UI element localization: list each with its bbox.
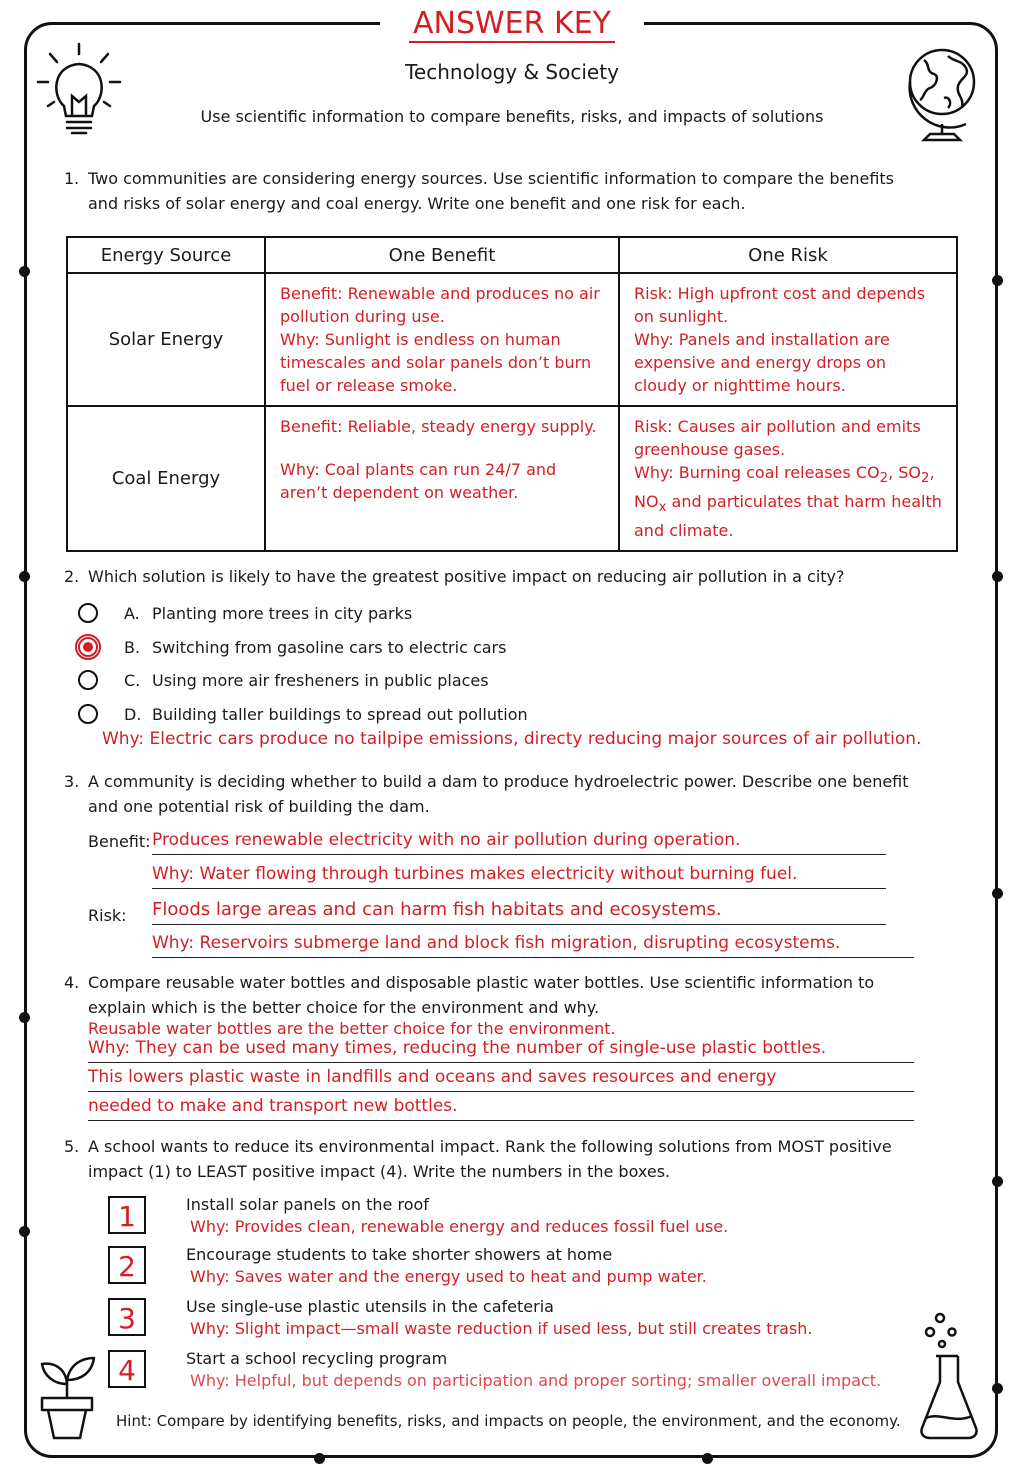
rank-box[interactable]: 2 (108, 1246, 146, 1284)
rank-box[interactable]: 4 (108, 1350, 146, 1388)
energy-source-cell: Solar Energy (67, 273, 265, 406)
dam-risk-answer: Floods large areas and can harm fish habitats and ecosystems. (152, 896, 886, 925)
option-c[interactable]: C. Using more air fresheners in public places (78, 667, 489, 693)
page-subtitle: Use scientific information to compare benefits, risks, and impacts of solutions (200, 107, 824, 126)
option-b[interactable]: B. Switching from gasoline cars to electric cars (78, 634, 506, 660)
q2-explanation: Why: Electric cars produce no tailpipe emissions, directy reducing major sources of air pollution. (102, 729, 922, 749)
page-title: Technology & Society (405, 60, 619, 84)
question-1: 1. Two communities are considering energy sources. Use scientific information to compare the benefits and risks of solar energy and coal energy. Write one benefit and one risk for each. (64, 169, 895, 213)
answer-key-heading: ANSWER KEY (380, 4, 644, 44)
option-d[interactable]: D. Building taller buildings to spread out pollution (78, 701, 528, 727)
light-bulb-icon (34, 40, 124, 140)
flask-icon (914, 1310, 984, 1442)
table-header: One Risk (619, 237, 957, 273)
plant-pot-icon (36, 1350, 98, 1442)
energy-source-cell: Coal Energy (67, 406, 265, 551)
energy-comparison-table (66, 236, 958, 552)
radio-button-selected[interactable] (78, 637, 98, 657)
option-a[interactable]: A. Planting more trees in city parks (78, 600, 412, 626)
table-row (67, 273, 957, 406)
benefit-cell: Benefit: Renewable and produces no air pollution during use. Why: Sunlight is endless on human timescales and solar panels don’t burn fuel or release smoke. (265, 273, 619, 406)
table-header-row (67, 237, 957, 273)
q4-answer-line-4: needed to make and transport new bottles. (88, 1092, 914, 1121)
dam-benefit-why: Why: Water flowing through turbines makes electricity without burning fuel. (152, 860, 886, 889)
q4-answer-line-2: Why: They can be used many times, reducing the number of single-use plastic bottles. (88, 1034, 914, 1063)
table-header: Energy Source (67, 237, 265, 273)
q4-answer-line-1: Reusable water bottles are the better choice for the environment. (88, 1019, 616, 1038)
question-3: 3. A community is deciding whether to build a dam to produce hydroelectric power. Describe one benefit and one potential risk of building the dam. (64, 772, 909, 816)
question-2: 2. Which solution is likely to have the greatest positive impact on reducing air pollution in a city? (64, 567, 845, 586)
radio-button[interactable] (78, 603, 98, 623)
benefit-cell: Benefit: Reliable, steady energy supply. Why: Coal plants can run 24/7 and aren’t dependent on weather. (265, 406, 619, 551)
risk-cell: Risk: High upfront cost and depends on sunlight. Why: Panels and installation are expensive and energy drops on cloudy or nighttime hours. (619, 273, 957, 406)
radio-button[interactable] (78, 704, 98, 724)
rank-box[interactable]: 1 (108, 1196, 146, 1234)
radio-button[interactable] (78, 670, 98, 690)
rank-box[interactable]: 3 (108, 1298, 146, 1336)
risk-label: Risk: (88, 906, 127, 925)
question-4: 4. Compare reusable water bottles and disposable plastic water bottles. Use scientific information to explain which is the better choice for the environment and why. (64, 973, 875, 1017)
benefit-label: Benefit: (88, 832, 151, 851)
hint-text: Hint: Compare by identifying benefits, risks, and impacts on people, the environment, and the economy. (116, 1412, 901, 1430)
dam-risk-why: Why: Reservoirs submerge land and block fish migration, disrupting ecosystems. (152, 929, 914, 958)
q4-answer-line-3: This lowers plastic waste in landfills and oceans and saves resources and energy (88, 1063, 914, 1092)
globe-icon (896, 42, 988, 146)
table-header: One Benefit (265, 237, 619, 273)
risk-cell: Risk: Causes air pollution and emits greenhouse gases. Why: Burning coal releases $CO_2$, $SO_2$, $NO_x$ and particulates that harm health and climate. (619, 406, 957, 551)
table-row (67, 406, 957, 551)
question-5: 5. A school wants to reduce its environmental impact. Rank the following solutions from MOST positive impact (1) to LEAST positive impact (4). Write the numbers in the boxes. (64, 1137, 892, 1181)
dam-benefit-answer: Produces renewable electricity with no air pollution during operation. (152, 826, 886, 855)
